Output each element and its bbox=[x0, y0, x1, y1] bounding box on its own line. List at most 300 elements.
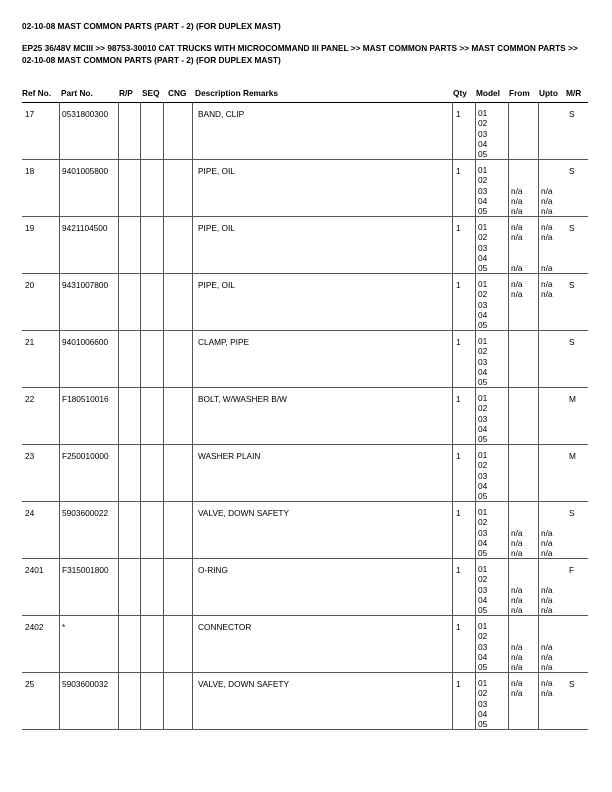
mr-cell: M bbox=[569, 394, 576, 404]
from-cell-stack bbox=[511, 678, 523, 729]
model-cell: 01 bbox=[478, 165, 488, 175]
column-divider bbox=[140, 103, 141, 160]
from-cell-stack bbox=[511, 564, 523, 615]
col-header-part-no: Part No. bbox=[61, 88, 93, 98]
model-cell: 04 bbox=[478, 537, 488, 548]
upto-cell: n/a bbox=[541, 548, 553, 559]
column-divider bbox=[140, 445, 141, 502]
description-cell: CLAMP, PIPE bbox=[198, 337, 250, 347]
description-cell: CONNECTOR bbox=[198, 622, 252, 632]
model-cell: 01 bbox=[478, 678, 488, 688]
description-cell: O-RING bbox=[198, 565, 228, 575]
column-divider bbox=[59, 445, 60, 502]
upto-cell: n/a bbox=[541, 195, 553, 206]
model-cell: 02 bbox=[478, 574, 488, 585]
part-no-cell: 5903600022 bbox=[62, 508, 109, 518]
from-cell-stack bbox=[511, 222, 523, 273]
column-divider bbox=[538, 445, 539, 502]
table-row bbox=[22, 103, 588, 160]
model-cell: 05 bbox=[478, 662, 488, 673]
table-row bbox=[22, 217, 588, 274]
model-cell-stack bbox=[478, 108, 487, 159]
model-cell: 03 bbox=[478, 413, 488, 424]
from-cell bbox=[511, 631, 523, 641]
qty-cell: 1 bbox=[456, 109, 461, 119]
upto-cell bbox=[541, 719, 553, 729]
qty-cell: 1 bbox=[456, 508, 461, 518]
from-cell: n/a bbox=[511, 279, 523, 289]
mr-cell: S bbox=[569, 508, 575, 518]
ref-no-cell: 23 bbox=[25, 451, 35, 461]
from-cell: n/a bbox=[511, 651, 523, 662]
column-divider bbox=[118, 616, 119, 673]
table-row bbox=[22, 445, 588, 502]
column-divider bbox=[452, 217, 453, 274]
ref-no-cell: 24 bbox=[25, 508, 35, 518]
column-divider bbox=[475, 160, 476, 217]
ref-no-cell: 17 bbox=[25, 109, 35, 119]
upto-cell: n/a bbox=[541, 537, 553, 548]
column-divider bbox=[192, 103, 193, 160]
qty-cell: 1 bbox=[456, 394, 461, 404]
model-cell: 05 bbox=[478, 491, 488, 502]
column-divider bbox=[118, 160, 119, 217]
column-divider bbox=[59, 388, 60, 445]
column-divider bbox=[538, 502, 539, 559]
upto-cell bbox=[541, 300, 553, 310]
model-cell: 01 bbox=[478, 621, 488, 631]
model-cell: 01 bbox=[478, 450, 488, 460]
column-divider bbox=[118, 103, 119, 160]
mr-cell: S bbox=[569, 337, 575, 347]
upto-cell: n/a bbox=[541, 232, 553, 243]
model-cell: 04 bbox=[478, 480, 488, 491]
upto-cell: n/a bbox=[541, 185, 553, 196]
model-cell: 02 bbox=[478, 346, 488, 357]
upto-cell bbox=[541, 709, 553, 719]
from-cell: n/a bbox=[511, 263, 523, 274]
model-cell: 05 bbox=[478, 548, 488, 559]
column-divider bbox=[475, 274, 476, 331]
column-divider bbox=[140, 502, 141, 559]
column-divider bbox=[59, 502, 60, 559]
column-divider bbox=[140, 160, 141, 217]
column-divider bbox=[163, 331, 164, 388]
col-header-qty: Qty bbox=[453, 88, 467, 98]
model-cell-stack bbox=[478, 336, 487, 387]
column-divider bbox=[59, 274, 60, 331]
model-cell: 02 bbox=[478, 175, 488, 186]
model-cell: 03 bbox=[478, 185, 488, 196]
col-header-ref-no: Ref No. bbox=[22, 88, 52, 98]
upto-cell: n/a bbox=[541, 605, 553, 616]
mr-cell: S bbox=[569, 166, 575, 176]
model-cell: 04 bbox=[478, 309, 488, 320]
table-row bbox=[22, 388, 588, 445]
column-divider bbox=[140, 673, 141, 730]
upto-cell: n/a bbox=[541, 678, 553, 688]
table-row bbox=[22, 673, 588, 730]
upto-cell bbox=[541, 507, 553, 517]
from-cell: n/a bbox=[511, 548, 523, 559]
description-cell: PIPE, OIL bbox=[198, 166, 235, 176]
qty-cell: 1 bbox=[456, 565, 461, 575]
from-cell-stack bbox=[511, 279, 523, 330]
upto-cell bbox=[541, 175, 553, 185]
column-divider bbox=[118, 331, 119, 388]
column-divider bbox=[163, 502, 164, 559]
ref-no-cell: 2402 bbox=[25, 622, 44, 632]
model-cell: 03 bbox=[478, 698, 488, 709]
from-cell: n/a bbox=[511, 185, 523, 196]
column-divider bbox=[508, 559, 509, 616]
col-header-upto: Upto bbox=[539, 88, 558, 98]
column-divider bbox=[475, 103, 476, 160]
part-no-cell: F180510016 bbox=[62, 394, 109, 404]
model-cell: 05 bbox=[478, 206, 488, 217]
column-divider bbox=[452, 502, 453, 559]
model-cell: 04 bbox=[478, 252, 488, 263]
from-cell bbox=[511, 507, 523, 517]
part-no-cell: 9421104500 bbox=[62, 223, 108, 233]
from-cell-stack bbox=[511, 165, 523, 216]
column-divider bbox=[59, 160, 60, 217]
page-title: 02-10-08 MAST COMMON PARTS (PART - 2) (FOR DUPLEX MAST) bbox=[22, 21, 281, 31]
from-cell: n/a bbox=[511, 195, 523, 206]
model-cell: 02 bbox=[478, 688, 488, 699]
column-divider bbox=[538, 217, 539, 274]
column-divider bbox=[140, 331, 141, 388]
part-no-cell: 9431007800 bbox=[62, 280, 109, 290]
model-cell: 05 bbox=[478, 605, 488, 616]
model-cell-stack bbox=[478, 222, 487, 273]
upto-cell-stack bbox=[541, 678, 553, 729]
model-cell: 03 bbox=[478, 584, 488, 595]
description-cell: WASHER PLAIN bbox=[198, 451, 261, 461]
part-no-cell: 9401005800 bbox=[62, 166, 109, 176]
column-divider bbox=[192, 331, 193, 388]
from-cell: n/a bbox=[511, 641, 523, 652]
part-no-cell: 9401006600 bbox=[62, 337, 109, 347]
upto-cell bbox=[541, 253, 553, 263]
from-cell bbox=[511, 719, 523, 729]
description-cell: PIPE, OIL bbox=[198, 280, 235, 290]
qty-cell: 1 bbox=[456, 451, 461, 461]
breadcrumb: EP25 36/48V MCIII >> 98753-30010 CAT TRUCKS WITH MICROCOMMAND III PANEL >> MAST COMMON PARTS >> MAST COMMON PARTS >> 02-10-08 MAST COMMON PARTS (PART - 2) (FOR DUPLEX MAST) bbox=[22, 43, 578, 65]
upto-cell: n/a bbox=[541, 688, 553, 699]
description-cell: PIPE, OIL bbox=[198, 223, 235, 233]
part-no-cell: 0531800300 bbox=[62, 109, 109, 119]
column-divider bbox=[475, 616, 476, 673]
model-cell: 02 bbox=[478, 403, 488, 414]
upto-cell-stack bbox=[541, 165, 553, 216]
column-divider bbox=[475, 673, 476, 730]
model-cell: 04 bbox=[478, 651, 488, 662]
part-no-cell: 5903600032 bbox=[62, 679, 109, 689]
upto-cell bbox=[541, 310, 553, 320]
from-cell bbox=[511, 310, 523, 320]
column-divider bbox=[452, 331, 453, 388]
column-divider bbox=[59, 673, 60, 730]
column-divider bbox=[140, 559, 141, 616]
from-cell: n/a bbox=[511, 688, 523, 699]
upto-cell bbox=[541, 165, 553, 175]
column-divider bbox=[508, 274, 509, 331]
model-cell: 02 bbox=[478, 631, 488, 642]
model-cell: 04 bbox=[478, 708, 488, 719]
column-divider bbox=[475, 331, 476, 388]
from-cell: n/a bbox=[511, 537, 523, 548]
upto-cell: n/a bbox=[541, 594, 553, 605]
table-row bbox=[22, 331, 588, 388]
table-row bbox=[22, 274, 588, 331]
model-cell: 03 bbox=[478, 242, 488, 253]
upto-cell: n/a bbox=[541, 222, 553, 232]
column-divider bbox=[163, 103, 164, 160]
column-divider bbox=[452, 160, 453, 217]
ref-no-cell: 20 bbox=[25, 280, 35, 290]
part-no-cell: F315001800 bbox=[62, 565, 109, 575]
table-row bbox=[22, 160, 588, 217]
model-cell-stack bbox=[478, 393, 487, 444]
upto-cell: n/a bbox=[541, 279, 553, 289]
column-divider bbox=[452, 274, 453, 331]
column-divider bbox=[538, 160, 539, 217]
column-divider bbox=[508, 445, 509, 502]
model-cell: 04 bbox=[478, 138, 488, 149]
from-cell: n/a bbox=[511, 678, 523, 688]
column-divider bbox=[508, 673, 509, 730]
upto-cell-stack bbox=[541, 621, 553, 672]
from-cell bbox=[511, 253, 523, 263]
from-cell: n/a bbox=[511, 206, 523, 217]
from-cell: n/a bbox=[511, 527, 523, 538]
from-cell bbox=[511, 699, 523, 709]
model-cell-stack bbox=[478, 165, 487, 216]
column-divider bbox=[475, 217, 476, 274]
from-cell bbox=[511, 300, 523, 310]
model-cell: 05 bbox=[478, 149, 488, 160]
upto-cell bbox=[541, 631, 553, 641]
model-cell: 05 bbox=[478, 719, 488, 730]
col-header-model: Model bbox=[476, 88, 500, 98]
model-cell-stack bbox=[478, 450, 487, 501]
from-cell bbox=[511, 320, 523, 330]
part-no-cell: F250010000 bbox=[62, 451, 109, 461]
table-row bbox=[22, 559, 588, 616]
column-divider bbox=[508, 616, 509, 673]
column-divider bbox=[475, 502, 476, 559]
column-divider bbox=[163, 445, 164, 502]
model-cell: 03 bbox=[478, 641, 488, 652]
mr-cell: S bbox=[569, 223, 575, 233]
upto-cell: n/a bbox=[541, 641, 553, 652]
model-cell: 04 bbox=[478, 195, 488, 206]
model-cell: 02 bbox=[478, 517, 488, 528]
col-header-rp: R/P bbox=[119, 88, 133, 98]
column-divider bbox=[192, 559, 193, 616]
model-cell: 02 bbox=[478, 118, 488, 129]
model-cell-stack bbox=[478, 621, 487, 672]
col-header-from: From bbox=[509, 88, 530, 98]
from-cell-stack bbox=[511, 507, 523, 558]
model-cell-stack bbox=[478, 678, 487, 729]
column-divider bbox=[163, 673, 164, 730]
column-divider bbox=[140, 217, 141, 274]
upto-cell bbox=[541, 574, 553, 584]
model-cell: 04 bbox=[478, 366, 488, 377]
from-cell: n/a bbox=[511, 594, 523, 605]
from-cell bbox=[511, 709, 523, 719]
model-cell: 05 bbox=[478, 263, 488, 274]
column-divider bbox=[452, 559, 453, 616]
column-divider bbox=[192, 274, 193, 331]
from-cell bbox=[511, 574, 523, 584]
description-cell: VALVE, DOWN SAFETY bbox=[198, 679, 289, 689]
column-divider bbox=[140, 274, 141, 331]
column-divider bbox=[118, 673, 119, 730]
column-divider bbox=[163, 160, 164, 217]
mr-cell: S bbox=[569, 280, 575, 290]
ref-no-cell: 25 bbox=[25, 679, 35, 689]
mr-cell: S bbox=[569, 679, 575, 689]
model-cell: 05 bbox=[478, 377, 488, 388]
column-divider bbox=[538, 559, 539, 616]
qty-cell: 1 bbox=[456, 337, 461, 347]
column-divider bbox=[475, 388, 476, 445]
from-cell bbox=[511, 165, 523, 175]
column-divider bbox=[538, 331, 539, 388]
from-cell bbox=[511, 564, 523, 574]
upto-cell: n/a bbox=[541, 206, 553, 217]
from-cell: n/a bbox=[511, 232, 523, 243]
column-divider bbox=[508, 331, 509, 388]
mr-cell: F bbox=[569, 565, 575, 575]
column-divider bbox=[452, 445, 453, 502]
model-cell: 03 bbox=[478, 356, 488, 367]
col-header-cng: CNG bbox=[168, 88, 187, 98]
column-divider bbox=[192, 616, 193, 673]
column-divider bbox=[538, 274, 539, 331]
from-cell bbox=[511, 517, 523, 527]
column-divider bbox=[508, 160, 509, 217]
model-cell: 01 bbox=[478, 108, 488, 118]
model-cell: 01 bbox=[478, 507, 488, 517]
col-header-seq: SEQ bbox=[142, 88, 160, 98]
model-cell: 02 bbox=[478, 289, 488, 300]
column-divider bbox=[475, 559, 476, 616]
from-cell: n/a bbox=[511, 584, 523, 595]
model-cell: 04 bbox=[478, 423, 488, 434]
column-divider bbox=[538, 388, 539, 445]
column-divider bbox=[118, 274, 119, 331]
model-cell: 03 bbox=[478, 128, 488, 139]
column-divider bbox=[538, 616, 539, 673]
from-cell: n/a bbox=[511, 662, 523, 673]
column-divider bbox=[192, 673, 193, 730]
upto-cell: n/a bbox=[541, 662, 553, 673]
qty-cell: 1 bbox=[456, 280, 461, 290]
model-cell: 03 bbox=[478, 470, 488, 481]
ref-no-cell: 21 bbox=[25, 337, 35, 347]
model-cell: 03 bbox=[478, 527, 488, 538]
upto-cell bbox=[541, 517, 553, 527]
model-cell: 05 bbox=[478, 434, 488, 445]
column-divider bbox=[163, 388, 164, 445]
from-cell bbox=[511, 621, 523, 631]
column-divider bbox=[118, 388, 119, 445]
upto-cell-stack bbox=[541, 279, 553, 330]
column-divider bbox=[452, 673, 453, 730]
column-divider bbox=[163, 274, 164, 331]
col-header-mr: M/R bbox=[566, 88, 582, 98]
qty-cell: 1 bbox=[456, 679, 461, 689]
column-divider bbox=[163, 616, 164, 673]
model-cell: 02 bbox=[478, 232, 488, 243]
ref-no-cell: 18 bbox=[25, 166, 35, 176]
column-divider bbox=[59, 331, 60, 388]
qty-cell: 1 bbox=[456, 166, 461, 176]
ref-no-cell: 22 bbox=[25, 394, 35, 404]
model-cell: 01 bbox=[478, 222, 488, 232]
description-cell: BOLT, W/WASHER B/W bbox=[198, 394, 287, 404]
upto-cell-stack bbox=[541, 507, 553, 558]
model-cell: 05 bbox=[478, 320, 488, 331]
table-row bbox=[22, 616, 588, 673]
upto-cell-stack bbox=[541, 222, 553, 273]
column-divider bbox=[192, 217, 193, 274]
upto-cell bbox=[541, 564, 553, 574]
description-cell: BAND, CLIP bbox=[198, 109, 245, 119]
mr-cell: M bbox=[569, 451, 576, 461]
column-divider bbox=[538, 103, 539, 160]
col-header-description: Description Remarks bbox=[195, 88, 279, 98]
qty-cell: 1 bbox=[456, 223, 461, 233]
upto-cell bbox=[541, 699, 553, 709]
upto-cell: n/a bbox=[541, 527, 553, 538]
column-divider bbox=[59, 217, 60, 274]
part-no-cell: * bbox=[62, 622, 66, 632]
upto-cell: n/a bbox=[541, 263, 553, 274]
upto-cell-stack bbox=[541, 564, 553, 615]
upto-cell bbox=[541, 243, 553, 253]
upto-cell: n/a bbox=[541, 584, 553, 595]
column-divider bbox=[508, 103, 509, 160]
column-divider bbox=[59, 103, 60, 160]
column-divider bbox=[118, 559, 119, 616]
from-cell: n/a bbox=[511, 605, 523, 616]
column-divider bbox=[163, 217, 164, 274]
model-cell-stack bbox=[478, 564, 487, 615]
model-cell-stack bbox=[478, 279, 487, 330]
upto-cell bbox=[541, 320, 553, 330]
model-cell-stack bbox=[478, 507, 487, 558]
column-divider bbox=[140, 616, 141, 673]
column-divider bbox=[118, 445, 119, 502]
column-divider bbox=[192, 160, 193, 217]
from-cell-stack bbox=[511, 621, 523, 672]
qty-cell: 1 bbox=[456, 622, 461, 632]
column-divider bbox=[118, 502, 119, 559]
column-divider bbox=[59, 559, 60, 616]
ref-no-cell: 19 bbox=[25, 223, 35, 233]
model-cell: 01 bbox=[478, 336, 488, 346]
column-divider bbox=[508, 388, 509, 445]
row-divider bbox=[22, 729, 588, 730]
mr-cell: S bbox=[569, 109, 575, 119]
from-cell bbox=[511, 243, 523, 253]
model-cell: 01 bbox=[478, 279, 488, 289]
